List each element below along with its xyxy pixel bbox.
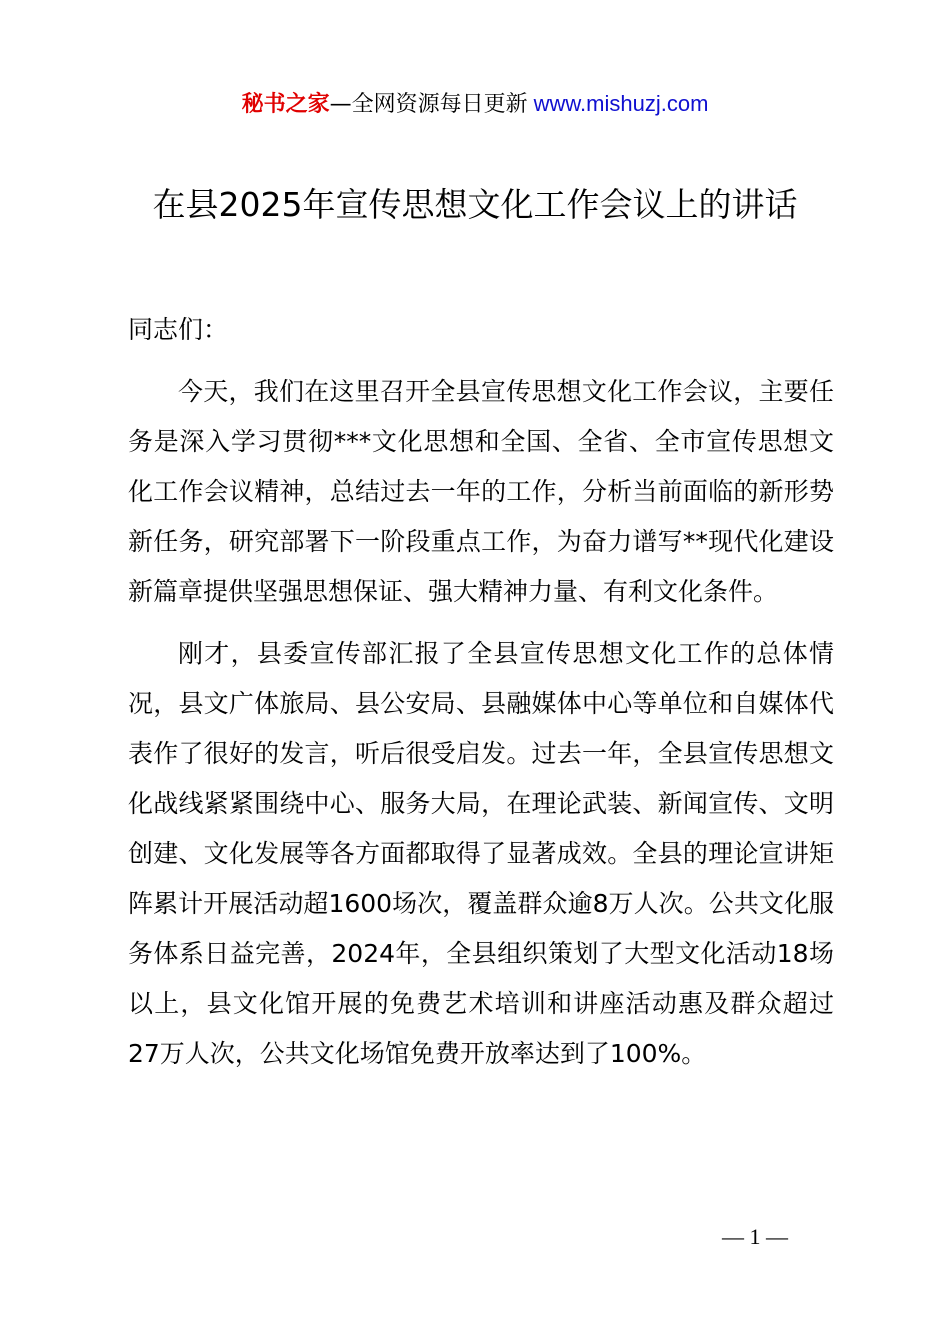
brand-name: 秘书之家 [241,92,330,117]
body-paragraph-2: 刚才，县委宣传部汇报了全县宣传思想文化工作的总体情况，县文广体旅局、县公安局、县融媒体中心等单位和自媒体代表作了很好的发言，听后很受启发。过去一年，全县宣传思想文化战线紧紧围绕中心、服务大局，在理论武装、新闻宣传、文明创建、文化发展等各方面都取得了显著成效。全县的理论宣讲矩阵累计开展活动超1600场次，覆盖群众逾8万人次。公共文化服务体系日益完善，2024年，全县组织策划了大型文化活动18场以上，县文化馆开展的免费艺术培训和讲座活动惠及群众超过27万人次，公共文化场馆免费开放率达到了100%。 [128,639,834,1068]
page-number: — 1 — [722,1224,788,1249]
body-paragraph-1: 今天，我们在这里召开全县宣传思想文化工作会议，主要任务是深入学习贯彻***文化思想和全国、全省、全市宣传思想文化工作会议精神，总结过去一年的工作，分析当前面临的新形势新任务，研究部署下一阶段重点工作，为奋力谱写**现代化建设新篇章提供坚强思想保证、强大精神力量、有利文化条件。 [128,377,834,606]
header-tagline: —全网资源每日更新 [329,92,528,117]
document-title: 在县2025年宣传思想文化工作会议上的讲话 [152,185,798,224]
document-body [128,305,834,1091]
salutation: 同志们： [128,315,229,344]
site-url-link[interactable]: www.mishuzj.com [533,91,709,116]
site-header [0,88,950,121]
